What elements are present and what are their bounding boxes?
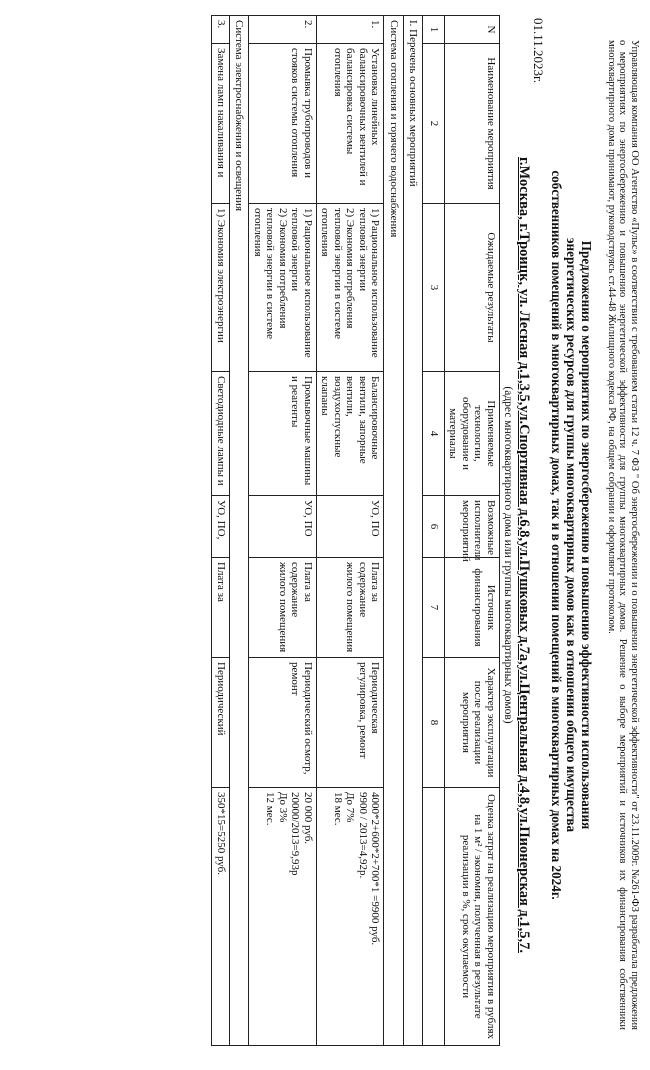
column-number: 6 [423, 496, 445, 558]
measure-name: Замена ламп накаливания и [212, 44, 230, 204]
row-number: 2. [249, 16, 317, 44]
header-cell: Наименование мероприятия [445, 44, 500, 204]
executors: УО, ПО [249, 496, 317, 558]
column-number-row [423, 16, 445, 1046]
operation-type: Периодический осмотр, ремонт [249, 658, 317, 788]
row-number: 3. [212, 16, 230, 44]
header-cell: Оценка затрат на реализацию мероприятия в рублях на 1 м² / экономия, полученная в результате реализации в %, срок окупаемости [445, 788, 500, 1046]
header-cell: N [445, 16, 500, 44]
title-line-1: Предложения о мероприятиях по энергосбережению и повышению эффективности использования [579, 240, 594, 830]
header-cell: Возможные исполнители мероприятий [445, 496, 500, 558]
header-row [445, 16, 500, 1046]
header-cell: Ожидаемые результаты [445, 204, 500, 372]
section-title: Система отопления и горячего водоснабжения [384, 16, 404, 1046]
address-note: (адрес многоквартирного дома или группы многоквартирных домов) [502, 386, 514, 724]
expected-results: 1) Рациональное использование тепловой энергии 2) Экономия потребления тепловой энергии в системе отопления [317, 204, 385, 372]
column-number: 2 [423, 44, 445, 204]
operation-type: Периодический [212, 658, 230, 788]
funding-source: Плата за содержание жилого помещения [317, 558, 385, 658]
executors: УО, ПО [317, 496, 385, 558]
section-row [404, 16, 424, 1046]
measure-name: Промывка трубопроводов и стояков системы отопления [249, 44, 317, 204]
funding-source: Плата за [212, 558, 230, 658]
title-line-2: энергетических ресурсов для группы многоквартирных домов как в отношении общего имущества [564, 237, 579, 833]
header-cell: Характер эксплуатации после реализации мероприятия [445, 658, 500, 788]
cost-estimate: 4000*2+600*2+700*1 =9900 руб. 9900 / 2013=4,92р. До 7% 18 мес. [317, 788, 385, 1046]
column-number: 3 [423, 204, 445, 372]
title-line-3: собственников помещений в многоквартирных домах, так и в отношении помещений в многоквартирных домах на 2024г. [549, 170, 564, 900]
technologies: Промывочные машины и реагенты [249, 372, 317, 496]
intro-paragraph: Управляющая компания ОО Агентство «Пульс» в соответствии с требованием статьи 12 ч. 7 ФЗ " Об энергосбережении и о повышении энергетической эффективности" от 23.11.2009г. №261-ФЗ разработала предложения о мероприятиях по энергосбережению и повышению энергетической эффективности для группы многоквартирных домов. Решение о выборе мероприятий и источников их финансирования собственники многоквартирного дома принимают, руководствуясь ст.44-48 Жилищного кодекса РФ, на общем собрании и оформляют протоколом. [606, 40, 640, 1030]
table-row [212, 16, 230, 1046]
cost-estimate: 350*15=5250 руб. [212, 788, 230, 1046]
technologies: Светодиодные лампы и [212, 372, 230, 496]
table-row [317, 16, 385, 1046]
section-row [384, 16, 404, 1046]
table-row [249, 16, 317, 1046]
column-number: 8 [423, 658, 445, 788]
column-number [423, 788, 445, 1046]
section-title: I. Перечень основных мероприятий [404, 16, 424, 1046]
address: г.Москва, г.Троицк, ул. Лесная д.1,3,5,ул.Спортивная д.6,8,ул.Пушковых д.7а,ул.Центральная д.4,8,ул.Пионерская д.1,5,7. [516, 156, 532, 954]
expected-results: 1) Экономия электроэнергии [212, 204, 230, 372]
measure-name: Установка линейных балансировочных вентилей и балансировка системы отопления [317, 44, 385, 204]
expected-results: 1) Рациональное использование тепловой энергии 2) Экономия потребления тепловой энергии в системе отопления [249, 204, 317, 372]
column-number: 7 [423, 558, 445, 658]
document-title [549, 40, 594, 1030]
funding-source: Плата за содержание жилого помещения [249, 558, 317, 658]
header-cell: Источник финансирования [445, 558, 500, 658]
header-cell: Применяемые технологии, оборудование и материалы [445, 372, 500, 496]
technologies: Балансировочные вентили, запорные вентили, воздухоспускные клапаны [317, 372, 385, 496]
column-number: 1 [423, 16, 445, 44]
executors: УО, ПО, [212, 496, 230, 558]
section-title: Система электроснабжения и освещения [230, 16, 250, 1046]
section-row [230, 16, 250, 1046]
row-number: 1. [317, 16, 385, 44]
column-number: 4 [423, 372, 445, 496]
measures-table [212, 15, 501, 1046]
operation-type: Периодическая регулировка, ремонт [317, 658, 385, 788]
document-date: 01.11.2023г. [531, 18, 546, 84]
cost-estimate: 20 000 руб. 20000/2013=9,93р До 3% 12 мес. [249, 788, 317, 1046]
